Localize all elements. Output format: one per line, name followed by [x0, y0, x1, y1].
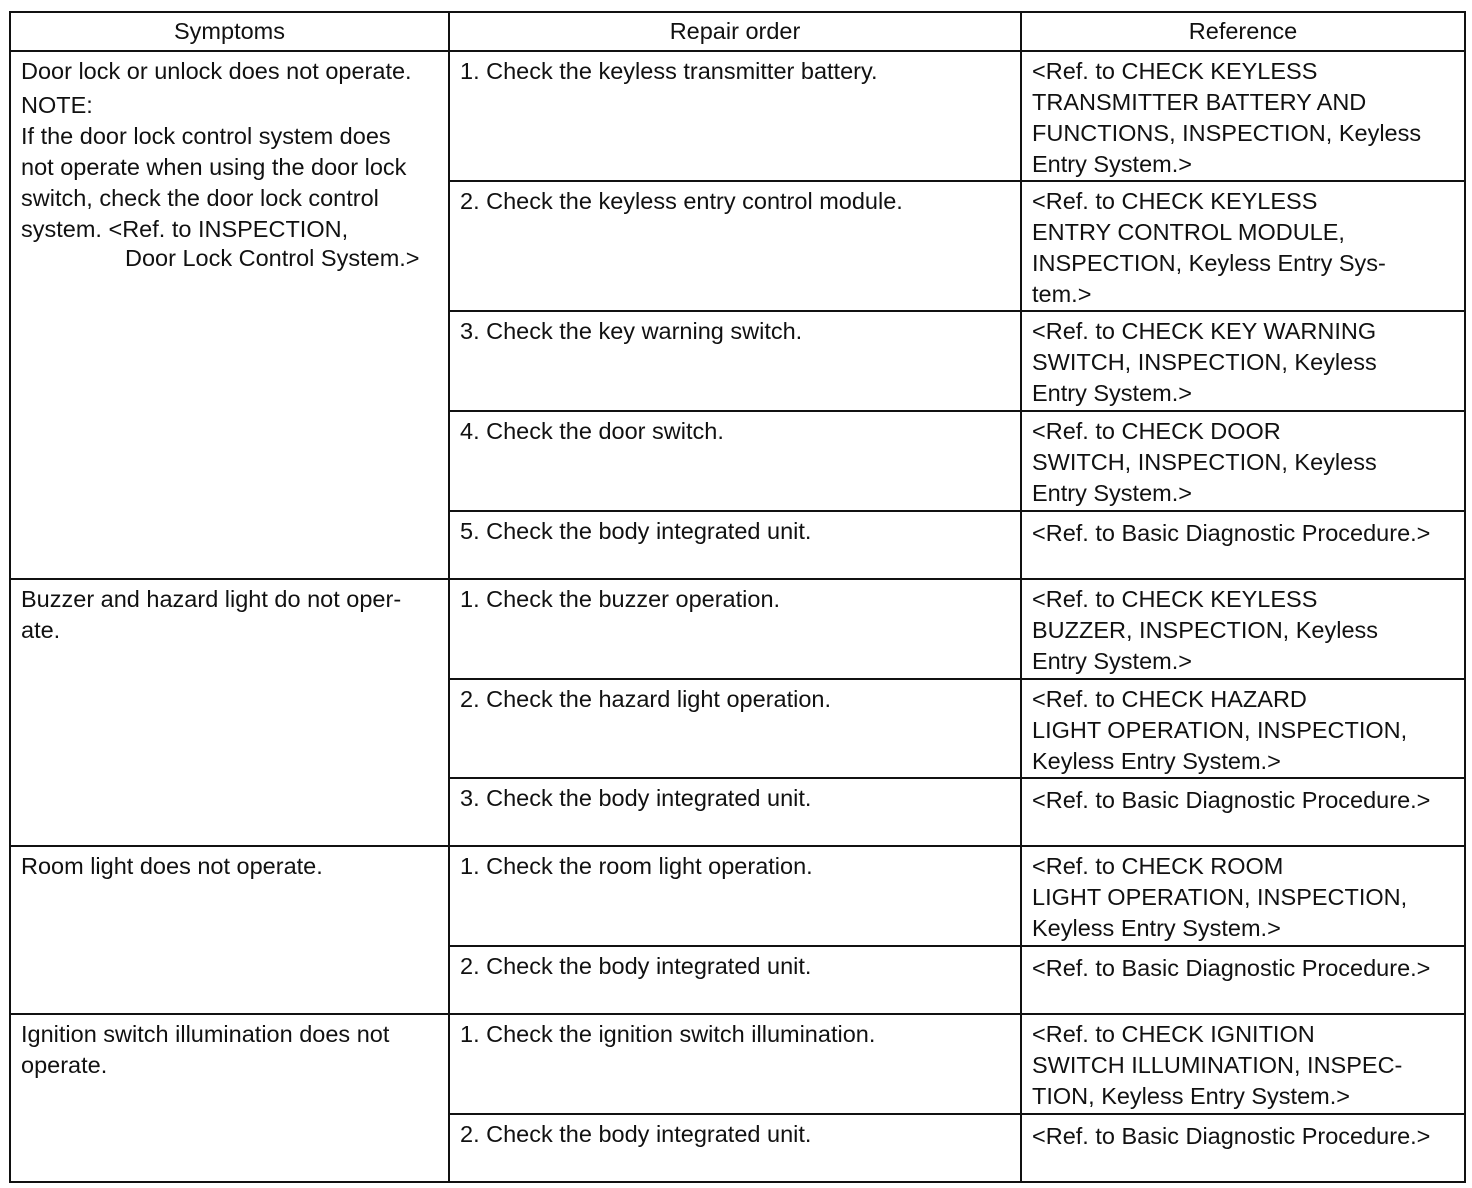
repair-step-cell: 2. Check the keyless entry control module. [449, 181, 1021, 311]
reference-text: INSPECTION, Keyless Entry Sys- [1032, 250, 1386, 276]
reference-text: <Ref. to Basic Diagnostic Procedure.> [1032, 520, 1431, 546]
repair-step-cell: 2. Check the hazard light operation. [449, 679, 1021, 778]
repair-step-cell: 5. Check the body integrated unit. [449, 511, 1021, 579]
symptom-cell [10, 51, 449, 579]
reference-text: ENTRY CONTROL MODULE, [1032, 219, 1345, 245]
note-text: Door Lock Control System.> [125, 245, 420, 271]
reference-cell [1021, 511, 1465, 579]
reference-text: <Ref. to CHECK DOOR [1032, 418, 1281, 444]
symptom-text: Ignition switch illumination does not [21, 1021, 390, 1047]
reference-text: <Ref. to Basic Diagnostic Procedure.> [1032, 1123, 1431, 1149]
reference-text: LIGHT OPERATION, INSPECTION, [1032, 717, 1408, 743]
table-row [10, 1014, 1465, 1114]
header-row [10, 12, 1465, 51]
symptom-text: Room light does not operate. [21, 853, 323, 879]
repair-step-cell: 1. Check the room light operation. [449, 846, 1021, 946]
repair-step-cell: 3. Check the body integrated unit. [449, 778, 1021, 846]
reference-cell [1021, 1114, 1465, 1182]
table-row [10, 579, 1465, 679]
note-label: NOTE: [21, 92, 93, 118]
reference-text: <Ref. to CHECK KEY WARNING [1032, 318, 1377, 344]
reference-cell [1021, 846, 1465, 946]
note-text: If the door lock control system does [21, 123, 391, 149]
header-repair-order: Repair order [449, 12, 1021, 51]
reference-text: <Ref. to CHECK HAZARD [1032, 686, 1307, 712]
repair-step-cell: 1. Check the buzzer operation. [449, 579, 1021, 679]
reference-cell [1021, 411, 1465, 511]
reference-text: Entry System.> [1032, 480, 1192, 506]
symptom-cell [10, 846, 449, 1014]
repair-step-cell: 1. Check the ignition switch illumination. [449, 1014, 1021, 1114]
reference-text: SWITCH, INSPECTION, Keyless [1032, 449, 1377, 475]
repair-step-cell: 2. Check the body integrated unit. [449, 946, 1021, 1014]
diagnostic-table [9, 11, 1466, 1183]
reference-text: <Ref. to Basic Diagnostic Procedure.> [1032, 955, 1431, 981]
reference-text: LIGHT OPERATION, INSPECTION, [1032, 884, 1408, 910]
table-row [10, 846, 1465, 946]
reference-text: <Ref. to CHECK KEYLESS [1032, 188, 1318, 214]
repair-step-cell: 1. Check the keyless transmitter battery. [449, 51, 1021, 181]
reference-text: FUNCTIONS, INSPECTION, Keyless [1032, 120, 1422, 146]
reference-text: BUZZER, INSPECTION, Keyless [1032, 617, 1379, 643]
reference-text: Entry System.> [1032, 380, 1192, 406]
note-text: switch, check the door lock control [21, 185, 379, 211]
header-reference: Reference [1021, 12, 1465, 51]
reference-text: Entry System.> [1032, 151, 1192, 177]
reference-text: <Ref. to CHECK KEYLESS [1032, 586, 1318, 612]
reference-text: TION, Keyless Entry System.> [1032, 1083, 1350, 1109]
reference-text: <Ref. to Basic Diagnostic Procedure.> [1032, 787, 1431, 813]
note-text: system. <Ref. to INSPECTION, [21, 216, 349, 242]
symptom-text: Buzzer and hazard light do not oper- [21, 586, 402, 612]
header-symptoms: Symptoms [10, 12, 449, 51]
reference-cell [1021, 311, 1465, 411]
note-text: not operate when using the door lock [21, 154, 407, 180]
repair-step-cell: 2. Check the body integrated unit. [449, 1114, 1021, 1182]
table-row [10, 51, 1465, 181]
symptom-text: operate. [21, 1052, 108, 1078]
reference-cell [1021, 679, 1465, 778]
symptom-cell [10, 579, 449, 846]
reference-text: Entry System.> [1032, 648, 1192, 674]
reference-text: tem.> [1032, 281, 1092, 307]
reference-cell [1021, 1014, 1465, 1114]
symptom-text: ate. [21, 617, 61, 643]
symptom-cell [10, 1014, 449, 1182]
repair-step-cell: 3. Check the key warning switch. [449, 311, 1021, 411]
reference-text: Keyless Entry System.> [1032, 748, 1281, 774]
reference-text: TRANSMITTER BATTERY AND [1032, 89, 1367, 115]
reference-cell [1021, 51, 1465, 181]
reference-cell [1021, 778, 1465, 846]
reference-text: SWITCH, INSPECTION, Keyless [1032, 349, 1377, 375]
reference-text: <Ref. to CHECK ROOM [1032, 853, 1284, 879]
reference-cell [1021, 579, 1465, 679]
reference-text: SWITCH ILLUMINATION, INSPEC- [1032, 1052, 1403, 1078]
repair-step-cell: 4. Check the door switch. [449, 411, 1021, 511]
symptom-text: Door lock or unlock does not operate. [21, 58, 412, 84]
reference-text: <Ref. to CHECK KEYLESS [1032, 58, 1318, 84]
reference-text: <Ref. to CHECK IGNITION [1032, 1021, 1315, 1047]
reference-cell [1021, 946, 1465, 1014]
reference-cell [1021, 181, 1465, 311]
reference-text: Keyless Entry System.> [1032, 915, 1281, 941]
